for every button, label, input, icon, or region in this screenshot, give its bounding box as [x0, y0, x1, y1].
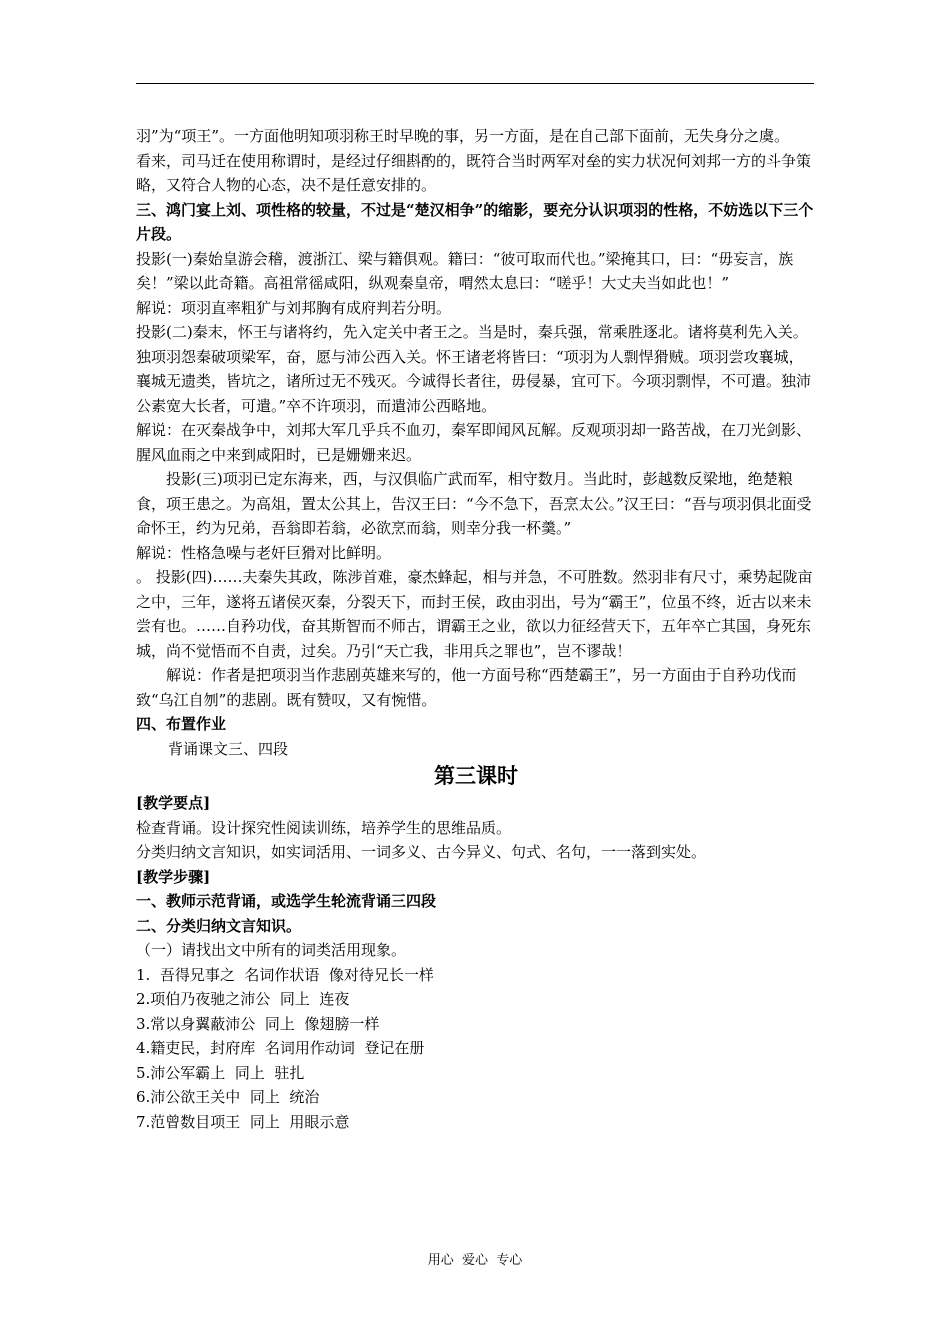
- paragraph: 检查背诵。设计探究性阅读训练，培养学生的思维品质。: [136, 818, 512, 837]
- list-item: 5.沛公军霸上 同上 驻扎: [136, 1063, 305, 1082]
- paragraph: 投影(三)项羽已定东海来，西，与汉俱临广武而军，相守数月。当此时，彭越数反梁地，绝楚粮食，项王患之。为高俎，置太公其上，告汉王曰：“今不急下，吾烹太公。”汉王曰：“吾与项羽俱北面受命怀王，约为兄弟，吾翁即若翁，必欲烹而翁，则幸分我一杯羹。”: [136, 470, 812, 537]
- paragraph: 看来，司马迁在使用称谓时，是经过仔细斟酌的，既符合当时两军对垒的实力状况何刘邦一方的斗争策略，又符合人物的心态，决不是任意安排的。: [136, 151, 812, 194]
- page-footer: 用心 爱心 专心: [427, 1253, 523, 1268]
- list-item: 6.沛公欲王关中 同上 统治: [136, 1088, 320, 1106]
- list-item: 1. 吾得兄事之 名词作状语 像对待兄长一样: [136, 965, 434, 984]
- section-heading: 一、教师示范背诵，或选学生轮流背诵三四段: [136, 892, 437, 910]
- paragraph: 分类归纳文言知识，如实词活用、一词多义、古今异义、句式、名句，一一落到实处。: [136, 843, 707, 861]
- list-item: 2.项伯乃夜驰之沛公 同上 连夜: [136, 990, 350, 1008]
- paragraph: 背诵课文三、四段: [168, 739, 289, 758]
- paragraph: 羽”为“项王”。一方面他明知项羽称王时早晚的事，另一方面，是在自己部下面前，无失身分之虞。: [136, 127, 790, 145]
- paragraph: 投影(一)秦始皇游会稽，渡浙江、梁与籍俱观。籍曰：“彼可取而代也。”梁掩其口，曰：“毋妄言，族矣！”梁以此奇籍。高祖常徭咸阳，纵观秦皇帝，喟然太息曰：“嗟乎！大丈夫当如此也！”: [136, 249, 794, 292]
- lesson-title: 第三课时: [434, 763, 518, 788]
- document-body: [136, 124, 816, 1134]
- list-item: 4.籍吏民，封府库 名词用作动词 登记在册: [136, 1039, 425, 1057]
- list-item: 7.范曾数目项王 同上 用眼示意: [136, 1112, 350, 1131]
- paragraph: 解说：作者是把项羽当作悲剧英雄来写的，他一方面号称“西楚霸王”，另一方面由于自矜功伐而致“乌江自刎”的悲剧。既有赞叹，又有惋惜。: [136, 666, 797, 709]
- paragraph: 解说：项羽直率粗犷与刘邦胸有成府判若分明。: [136, 298, 452, 317]
- paragraph: （一）请找出文中所有的词类活用现象。: [136, 941, 407, 959]
- paragraph: 。 投影(四)……夫秦失其政，陈涉首难，豪杰蜂起，相与并急，不可胜数。然羽非有尺寸，乘势起陇亩之中，三年，遂将五诸侯灭秦，分裂天下，而封王侯，政由羽出，号为“霸王”，位虽不终，近古以来未尝有也。……自矜功伐，奋其斯智而不师古，谓霸王之业，欲以力征经营天下，五年卒亡其国，身死东城，尚不觉悟而不自责，过矣。乃引“天亡我，非用兵之罪也”，岂不谬哉！: [136, 568, 813, 660]
- section-label: [教学步骤]: [136, 867, 211, 886]
- paragraph: 解说：性格急噪与老奸巨猾对比鲜明。: [136, 543, 392, 562]
- paragraph: 投影(二)秦末，怀王与诸将约，先入定关中者王之。当是时，秦兵强，常乘胜逐北。诸将莫利先入关。独项羽怨秦破项梁军，奋，愿与沛公西入关。怀王诸老将皆曰：“项羽为人剽悍猾贼。项羽尝攻襄城，襄城无遗类，皆坑之，诸所过无不残灭。今诚得长者往，毋侵暴，宜可下。今项羽剽悍，不可遣。独沛公素宽大长者，可遣。”卒不许项羽，而遣沛公西略地。: [136, 323, 812, 415]
- section-heading: 四、布置作业: [136, 715, 227, 733]
- section-heading: 三、鸿门宴上刘、项性格的较量，不过是“楚汉相争”的缩影，要充分认识项羽的性格，不妨选以下三个片段。: [136, 200, 814, 243]
- list-item: 3.常以身翼蔽沛公 同上 像翅膀一样: [136, 1014, 380, 1033]
- header-rule: [136, 83, 814, 84]
- section-heading: 二、分类归纳文言知识。: [136, 916, 302, 935]
- section-label: [教学要点]: [136, 794, 211, 812]
- paragraph: 解说：在灭秦战争中，刘邦大军几乎兵不血刃，秦军即闻风瓦解。反观项羽却一路苦战，在刀光剑影、腥风血雨之中来到咸阳时，已是姗姗来迟。: [136, 421, 812, 464]
